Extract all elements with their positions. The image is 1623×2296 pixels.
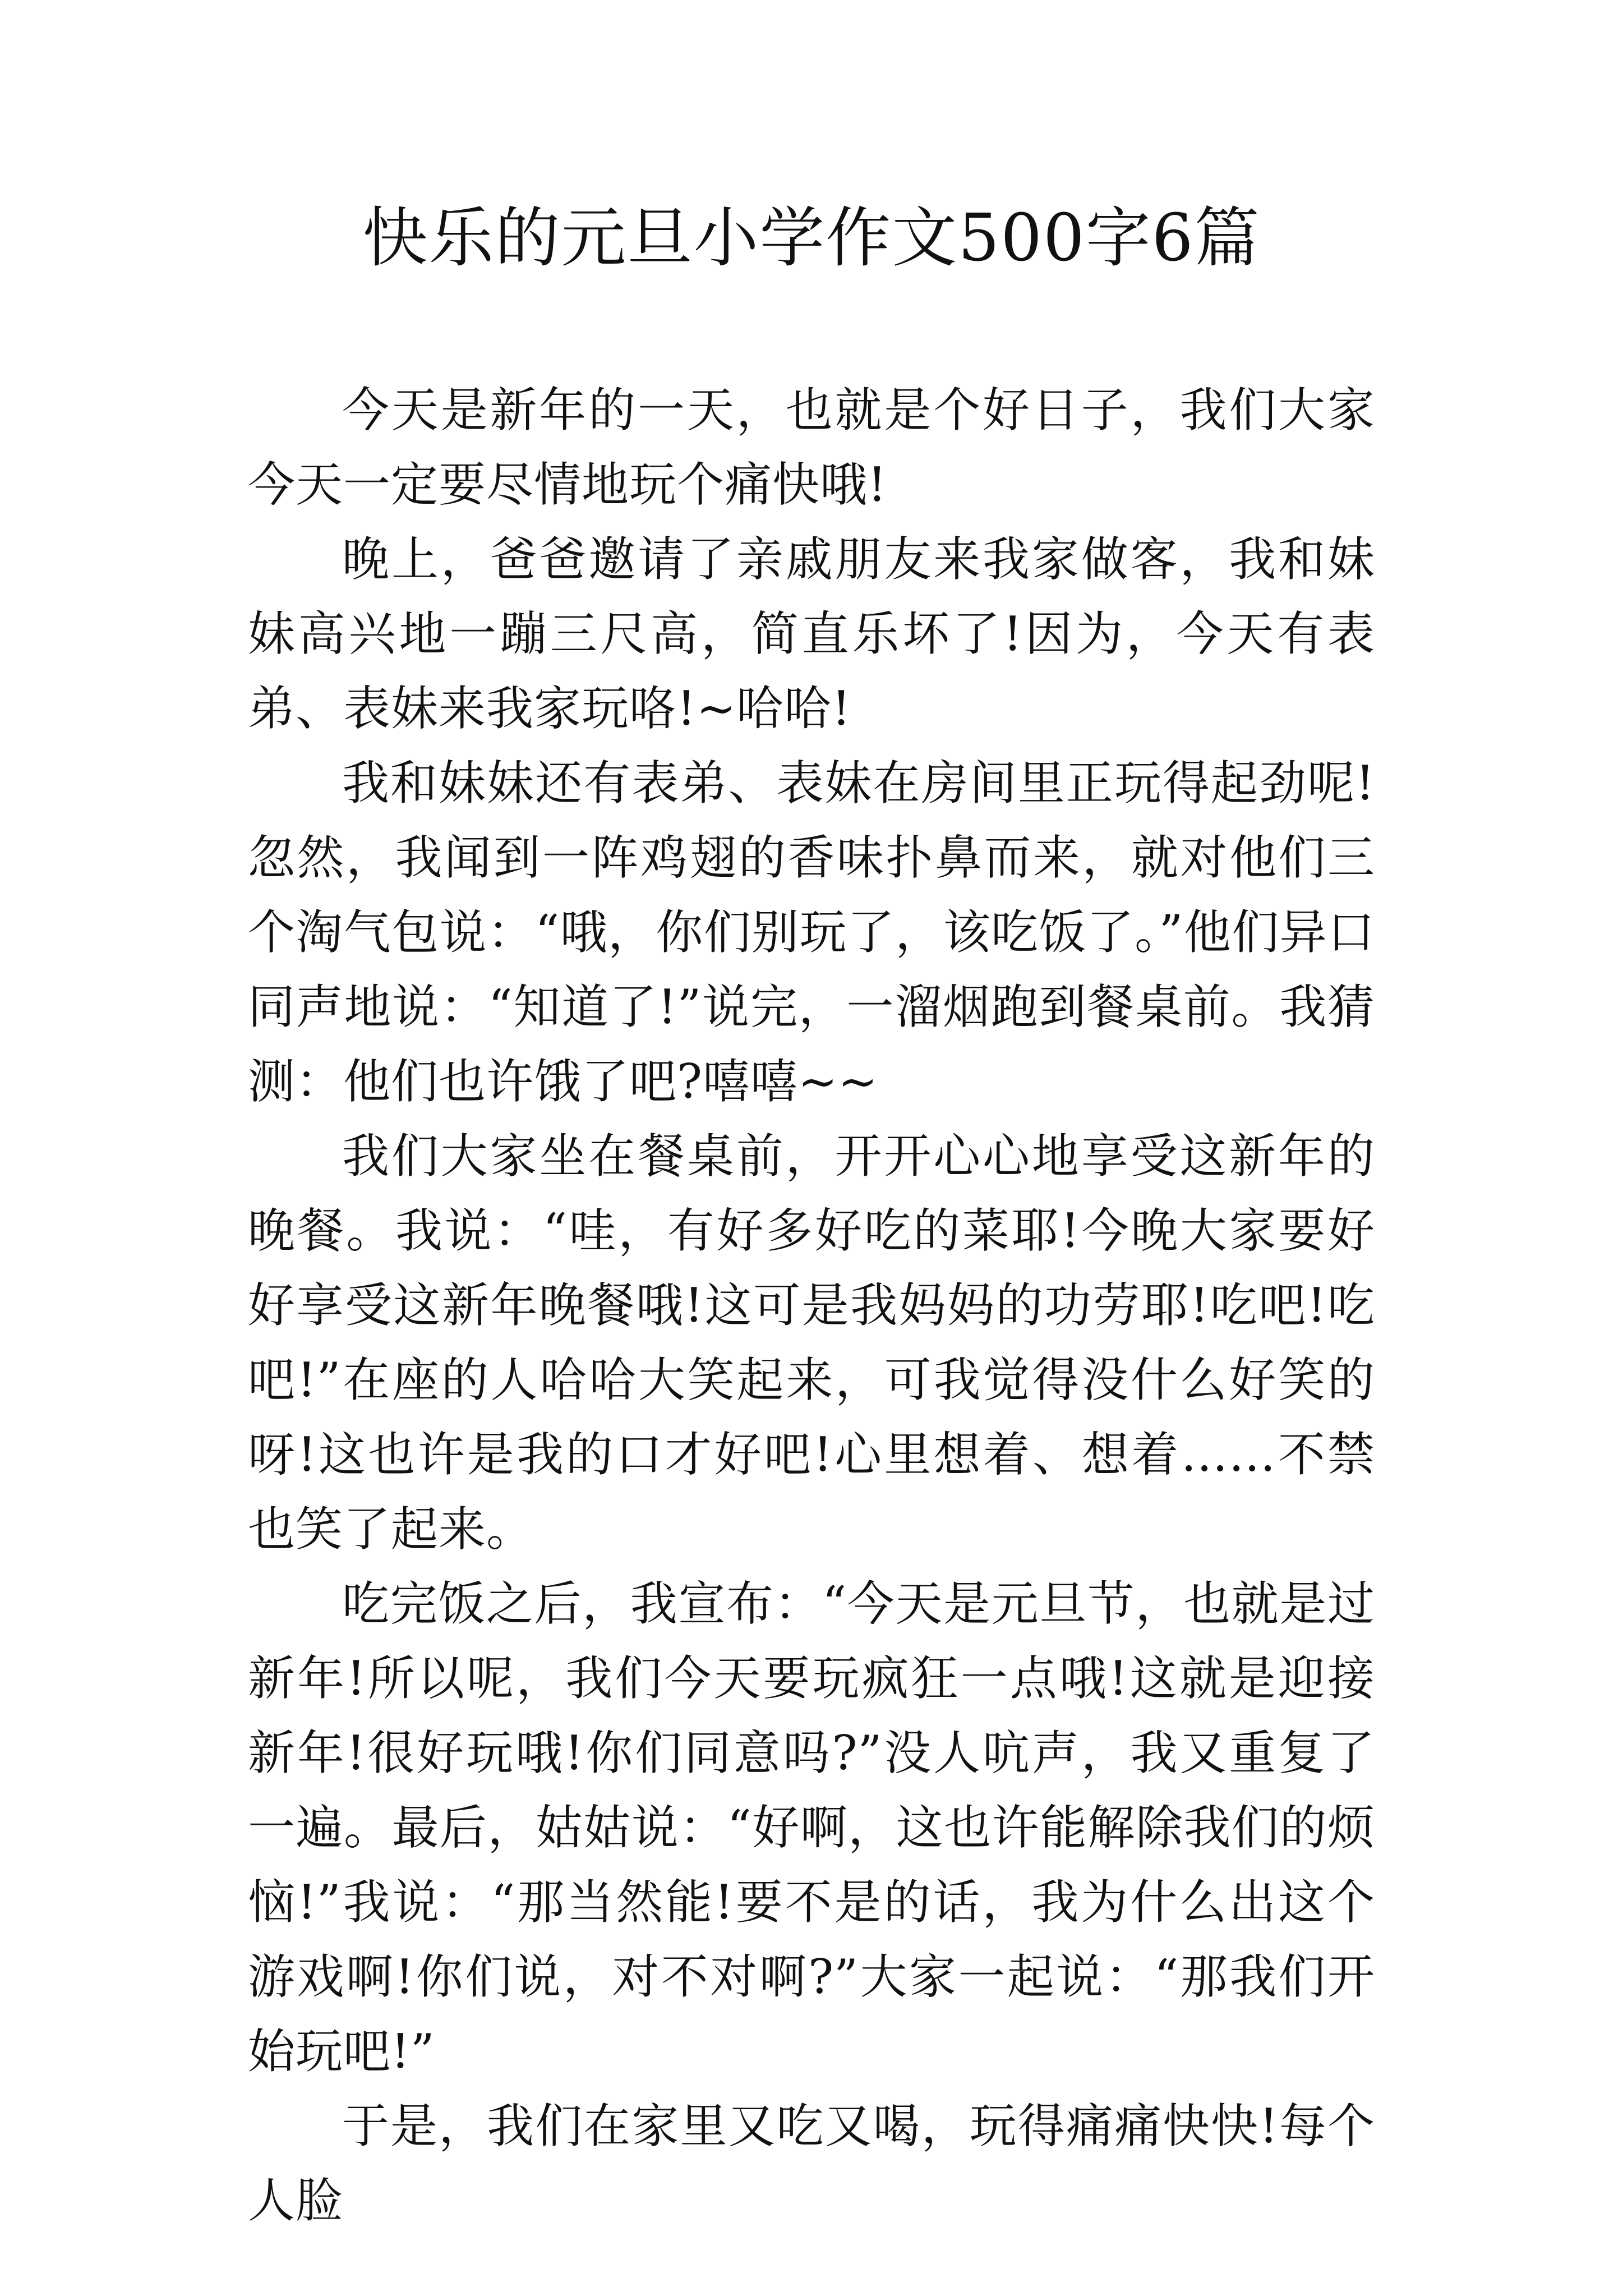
paragraph: 晚上，爸爸邀请了亲戚朋友来我家做客，我和妹妹高兴地一蹦三尺高，简直乐坏了!因为，今天有表弟、表妹来我家玩咯!~哈哈! (248, 532, 1375, 736)
paragraph: 今天是新年的一天，也就是个好日子，我们大家今天一定要尽情地玩个痛快哦! (248, 383, 1375, 512)
paragraph: 吃完饭之后，我宣布：“今天是元旦节，也就是过新年!所以呢，我们今天要玩疯狂一点哦!这就是迎接新年!很好玩哦!你们同意吗?”没人吭声，我又重复了一遍。最后，姑姑说：“好啊，这也许能解除我们的烦恼!”我说：“那当然能!要不是的话，我为什么出这个游戏啊!你们说，对不对啊?”大家一起说：“那我们开始玩吧!” (248, 1576, 1375, 2079)
paragraph: 我们大家坐在餐桌前，开开心心地享受这新年的晚餐。我说：“哇，有好多好吃的菜耶!今晚大家要好好享受这新年晚餐哦!这可是我妈妈的功劳耶!吃吧!吃吧!”在座的人哈哈大笑起来，可我觉得没什么好笑的呀!这也许是我的口才好吧!心里想着、想着……不禁也笑了起来。 (248, 1129, 1375, 1557)
document-body (248, 373, 1375, 2238)
document-title: 快乐的元旦小学作文500字6篇 (362, 200, 1261, 276)
paragraph: 于是，我们在家里又吃又喝，玩得痛痛快快!每个人脸 (248, 2099, 1375, 2228)
paragraph: 我和妹妹还有表弟、表妹在房间里正玩得起劲呢!忽然，我闻到一阵鸡翅的香味扑鼻而来，就对他们三个淘气包说：“哦，你们别玩了，该吃饭了。”他们异口同声地说：“知道了!”说完，一溜烟跑到餐桌前。我猜测：他们也许饿了吧?嘻嘻~~ (248, 756, 1375, 1109)
